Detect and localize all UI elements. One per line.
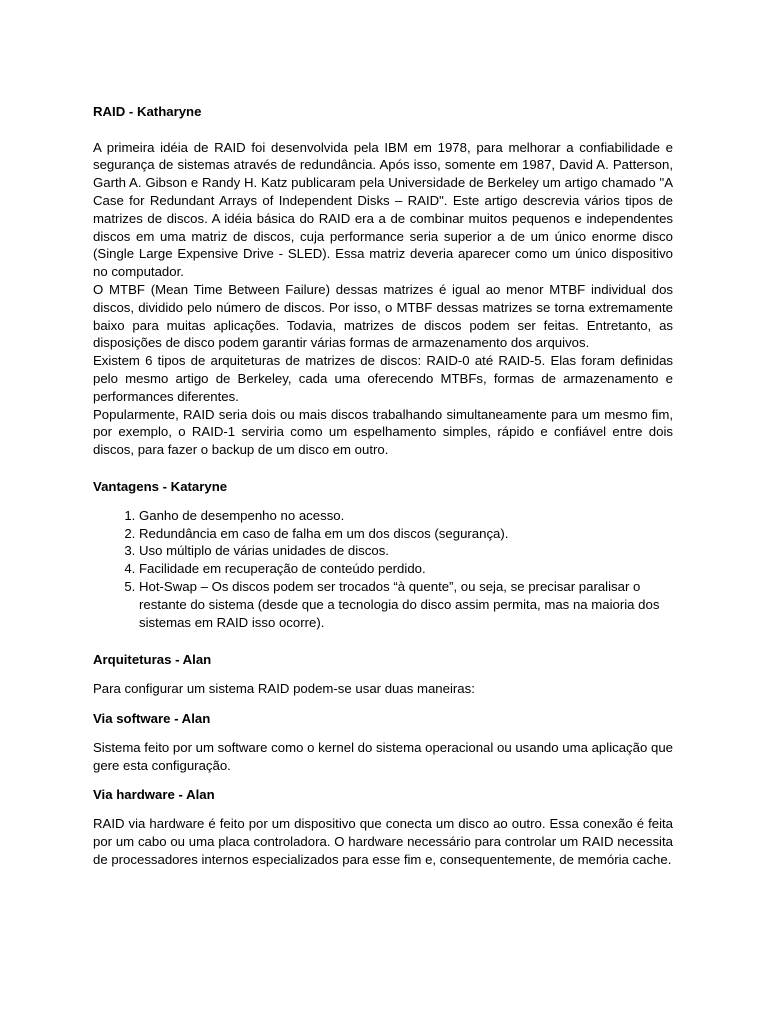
list-item: 4. Facilidade em recuperação de conteúdo perdido. <box>139 560 673 578</box>
intro-paragraph-3: Existem 6 tipos de arquiteturas de matrizes de discos: RAID-0 até RAID-5. Elas foram definidas pelo mesmo artigo de Berkeley, cada uma oferecendo MTBFs, formas de armazenamento e performances diferentes. <box>93 353 673 404</box>
list-item: 2. Redundância em caso de falha em um dos discos (segurança). <box>139 525 673 543</box>
intro-paragraph-1: A primeira idéia de RAID foi desenvolvida pela IBM em 1978, para melhorar a confiabilidade e segurança de sistemas através de redundância. Após isso, somente em 1987, David A. Patterson, Garth A. Gibson e Randy H. Katz publicaram pela Universidade de Berkeley um artigo chamado "A Case for Redundant Arrays of Independent Disks – RAID". Este artigo descrevia vários tipos de matrizes de discos. A idéia básica do RAID era a de combinar muitos pequenos e independentes discos em uma matriz de discos, cuja performance seria superior a de um único enorme disco (Single Large Expensive Drive - SLED). Essa matriz deveria aparecer como um único dispositivo no computador. <box>93 139 673 280</box>
list-item: 3. Uso múltiplo de várias unidades de discos. <box>139 542 673 560</box>
document-title: RAID - Katharyne <box>93 104 202 119</box>
list-item: 1. Ganho de desempenho no acesso. <box>139 507 673 525</box>
hardware-heading: Via hardware - Alan <box>93 787 215 803</box>
document-page <box>93 103 673 868</box>
software-text: Sistema feito por um software como o kernel do sistema operacional ou usando uma aplicação que gere esta configuração. <box>93 739 673 773</box>
vantagens-list <box>93 507 673 632</box>
hardware-text: RAID via hardware é feito por um dispositivo que conecta um disco ao outro. Essa conexão é feita por um cabo ou uma placa controladora. O hardware necessário para controlar um RAID necessita de processadores internos especializados para esse fim e, consequentemente, de memória cache. <box>93 816 673 867</box>
intro-paragraph-2: O MTBF (Mean Time Between Failure) dessas matrizes é igual ao menor MTBF individual dos discos, dividido pelo número de discos. Por isso, o MTBF dessas matrizes se torna extremamente baixo para muitas aplicações. Todavia, matrizes de discos podem ser feitas. Entretanto, as disposições de disco podem garantir várias formas de armazenamento dos arquivos. <box>93 281 673 351</box>
arquiteturas-text: Para configurar um sistema RAID podem-se usar duas maneiras: <box>93 681 475 697</box>
list-item: 5. Hot-Swap – Os discos podem ser trocados “à quente”, ou seja, se precisar paralisar o restante do sistema (desde que a tecnologia do disco assim permita, mas na maioria dos sistemas em RAID isso ocorre). <box>139 578 673 631</box>
arquiteturas-heading: Arquiteturas - Alan <box>93 652 212 668</box>
intro-paragraph-4: Popularmente, RAID seria dois ou mais discos trabalhando simultaneamente para um mesmo fim, por exemplo, o RAID-1 serviria como um espelhamento simples, rápido e confiável entre dois discos, para fazer o backup de um disco em outro. <box>93 406 673 458</box>
software-heading: Via software - Alan <box>93 710 211 726</box>
vantagens-heading: Vantagens - Kataryne <box>93 478 228 494</box>
